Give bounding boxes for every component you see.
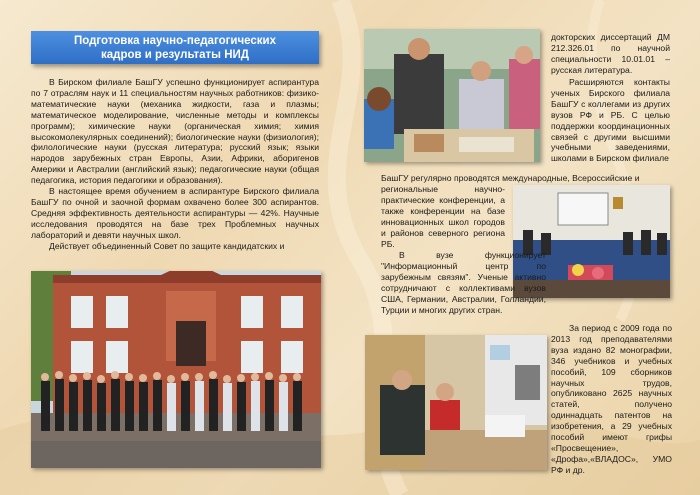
paragraph-contacts: Расширяются контакты ученых Бирского филиала БашГУ с коллегами из других вузов РФ и РБ. С целью поддержки координационных связей с другими высшими учебными заведениями, школами в Бирском филиале (551, 77, 670, 164)
conference-text (381, 184, 505, 249)
section-title-line1: Подготовка научно-педагогических (73, 34, 277, 47)
paragraph-conferences: региональные научно-практические конференции, а также конференции на базе инновационных школ городов и районов северного региона РБ. (381, 184, 505, 249)
center-text (381, 250, 546, 315)
paragraph-dissertations: докторских диссертаций ДМ 212.326.01 по научной специальности 10.01.01 – русская литература. (551, 32, 670, 75)
photo-building-group (31, 271, 321, 468)
bottom-right-text (551, 323, 672, 476)
paragraph-graduate-school: В Бирском филиале БашГУ успешно функционирует аспирантура по 7 отраслям наук и 11 специальностям научных работников: физико-математические науки (механика жидкости, газа и плазмы; математическое моделирование, численные методы и комплексы программ); химические науки (органическая химия; химия высокомолекулярных соединений); биологические науки (физиология); филологические науки (русская литература; русский язык; языки народов зарубежных стран Европы, Азии, Африки, аборигенов Америки и Австралии (английский язык); педагогические науки (общая педагогика, история педагогики и образования). (31, 77, 319, 186)
paragraph-council: Действует объединенный Совет по защите кандидатских и (49, 240, 285, 251)
right-middle-text (551, 77, 670, 164)
right-top-text (551, 32, 670, 76)
section-title-line2: кадров и результаты НИД (101, 48, 249, 61)
section-title (31, 31, 319, 64)
wide-line-text (381, 173, 673, 184)
photo-professors-office (365, 335, 547, 470)
paragraph-info-center: В вузе функционирует "Информационный центр по зарубежным связям". Ученые активно сотрудничают с коллективами вузов США, Германии, Австралии, Голландии, Турции и многих других стран. (381, 250, 546, 315)
paragraph-graduate-students: В настоящее время обучением в аспирантуре Бирского филиала БашГУ по очной и заочной формам охвачено более 300 аспирантов. Средняя эффективность деятельности аспирантуры — 42%. Научные исследования проводятся на базе трех Проблемных научных лабораторий и девяти научных школ. (31, 186, 319, 240)
left-text-column (31, 77, 319, 252)
paragraph-publications: За период с 2009 года по 2013 год преподавателями вуза издано 82 монографии, 346 учебников и учебных пособий, 109 сборников научных трудов, опубликовано 2625 научных статей, получено одиннадцать патентов на изобретения, а 29 учебных пособий имеют грифы «Просвещение», «Дрофа»,«ВЛАДОС», УМО РФ и др. (551, 323, 672, 475)
paragraph-conferences-intro: БашГУ регулярно проводятся международные, Всероссийские и (381, 173, 640, 183)
photo-scientists-table (364, 29, 540, 162)
